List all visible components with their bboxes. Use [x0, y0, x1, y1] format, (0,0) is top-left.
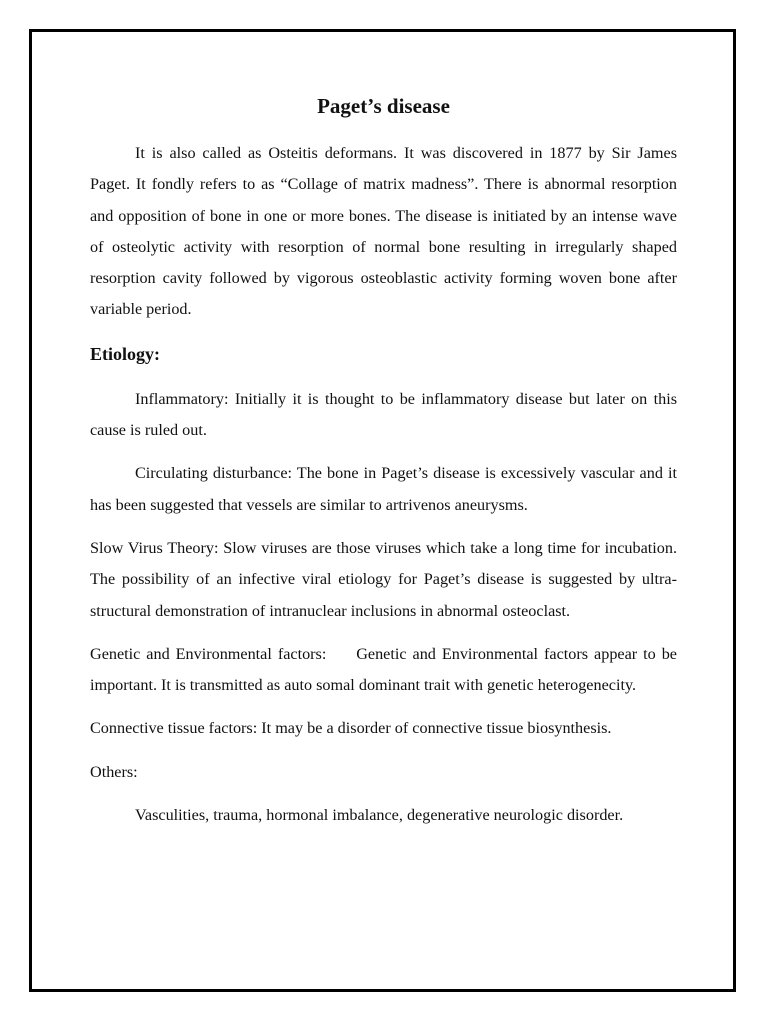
etiology-heading: Etiology: [90, 343, 160, 364]
document-title: Paget’s disease [317, 94, 450, 118]
genetic-paragraph: Genetic and Environmental factors: Genetic and Environmental factors appear to be important. It is transmitted as auto somal dominant trait with genetic heterogenecity. [90, 644, 682, 695]
others-label: Others: [90, 762, 138, 781]
inflammatory-paragraph: Inflammatory: Initially it is thought to be inflammatory disease but later on this cause is ruled out. [90, 389, 677, 440]
others-list-paragraph: Vasculities, trauma, hormonal imbalance, degenerative neurologic disorder. [135, 806, 624, 825]
document-body [90, 92, 682, 831]
intro-paragraph: It is also called as Osteitis deformans. It was discovered in 1877 by Sir James Paget. It fondly refers to as “Collage of matrix madness”. There is abnormal resorption and opposition of bone in one or more bones. The disease is initiated by an intense wave of osteolytic activity with resorption of normal bone resulting in irregularly shaped resorption cavity followed by vigorous osteoblastic activity forming woven bone after variable period. [90, 144, 677, 319]
connective-tissue-paragraph: Connective tissue factors: It may be a disorder of connective tissue biosynthesis. [90, 719, 612, 738]
slow-virus-paragraph: Slow Virus Theory: Slow viruses are those viruses which take a long time for incubation. The possibility of an infective viral etiology for Paget’s disease is suggested by ultra-structural demonstration of intranuclear inclusions in abnormal osteoclast. [90, 538, 677, 620]
circulating-paragraph: Circulating disturbance: The bone in Paget’s disease is excessively vascular and it has been suggested that vessels are similar to artrivenos aneurysms. [90, 464, 677, 514]
